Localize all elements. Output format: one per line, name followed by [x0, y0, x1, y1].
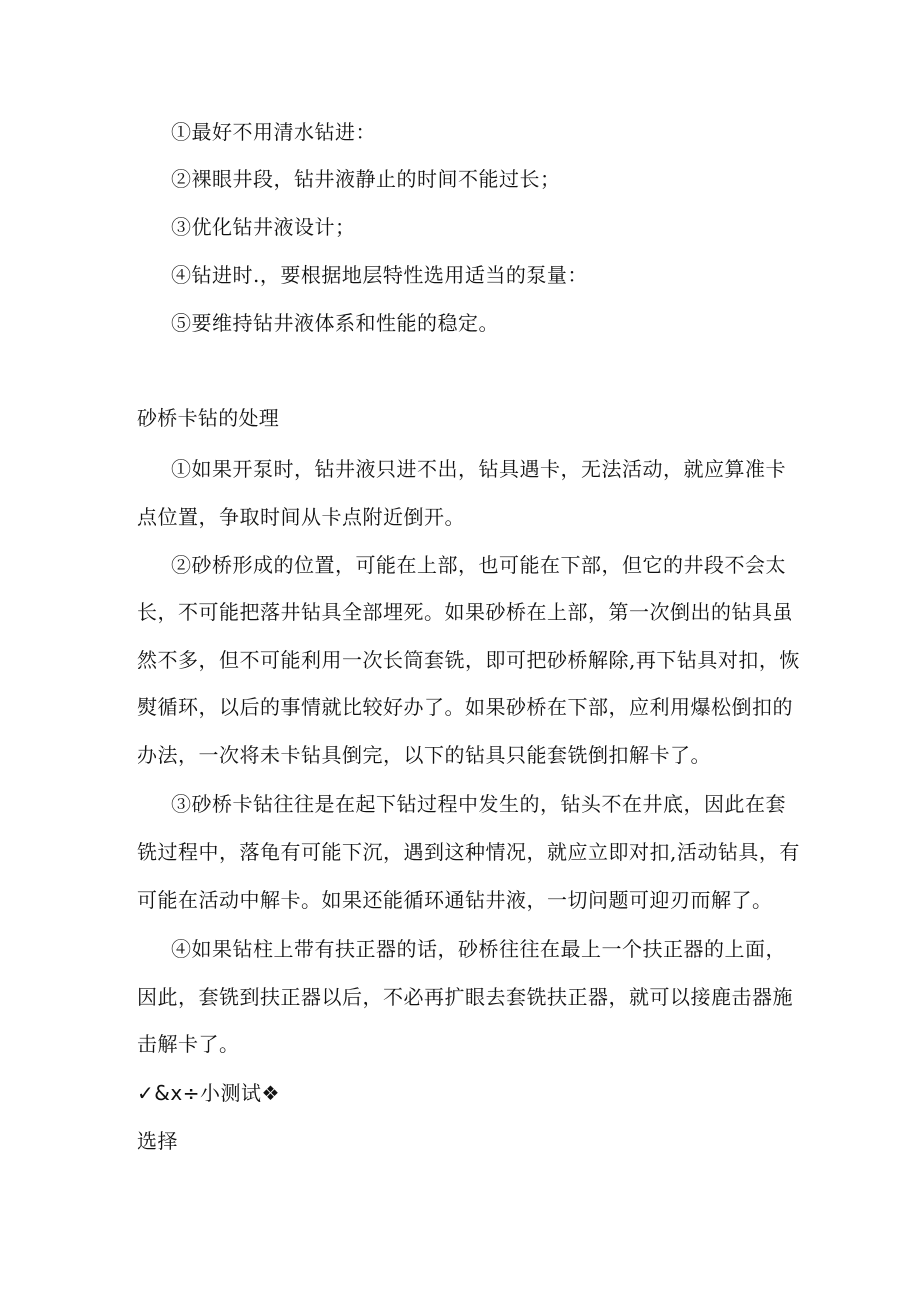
paragraph-2-line-4: 熨循环，以后的事情就比较好办了。如果砂桥在下部，应利用爆松倒扣的: [137, 695, 793, 719]
quiz-heading: ✓&x÷小测试❖: [137, 1081, 280, 1105]
paragraph-2-line-1: ②砂桥形成的位置，可能在上部，也可能在下部，但它的井段不会太: [171, 553, 786, 577]
prevention-item-5: ⑤要维持钻井液体系和性能的稳定。: [171, 311, 499, 335]
paragraph-3-line-1: ③砂桥卡钻往往是在起下钻过程中发生的，钻头不在井底，因此在套: [171, 792, 786, 816]
paragraph-4-line-3: 击解卡了。: [137, 1032, 240, 1056]
paragraph-3-line-2: 铣过程中，落龟有可能下沉，遇到这种情况，就应立即对扣,活动钻具，有: [137, 840, 800, 864]
paragraph-2-line-2: 长，不可能把落井钻具全部埋死。如果砂桥在上部，第一次倒出的钻具虽: [137, 600, 793, 624]
paragraph-2-line-5: 办法，一次将未卡钻具倒完，以下的钻具只能套铣倒扣解卡了。: [137, 743, 711, 767]
paragraph-4-line-2: 因此，套铣到扶正器以后，不必再扩眼去套铣扶正器，就可以接鹿击器施: [137, 985, 793, 1009]
quiz-subheading: 选择: [137, 1129, 178, 1153]
paragraph-4-line-1: ④如果钻柱上带有扶正器的话，砂桥往往在最上一个扶正器的上面，: [171, 937, 786, 961]
prevention-item-2: ②裸眼井段，钻井液静止的时间不能过长；: [171, 167, 561, 191]
paragraph-2-line-3: 然不多，但不可能利用一次长筒套铣，即可把砂桥解除,再下钻具对扣，恢: [137, 648, 800, 672]
prevention-item-3: ③优化钻井液设计；: [171, 215, 356, 239]
prevention-item-1: ①最好不用清水钻进：: [171, 120, 376, 144]
paragraph-3-line-3: 可能在活动中解卡。如果还能循环通钻井液，一切问题可迎刃而解了。: [137, 888, 773, 912]
section-title: 砂桥卡钻的处理: [137, 406, 280, 430]
prevention-item-4: ④钻进时.，要根据地层特性选用适当的泵量：: [171, 263, 588, 287]
paragraph-1-line-1: ①如果开泵时，钻井液只进不出，钻具遇卡，无法活动，就应算准卡: [171, 457, 786, 481]
paragraph-1-line-2: 点位置，争取时间从卡点附近倒开。: [137, 505, 465, 529]
